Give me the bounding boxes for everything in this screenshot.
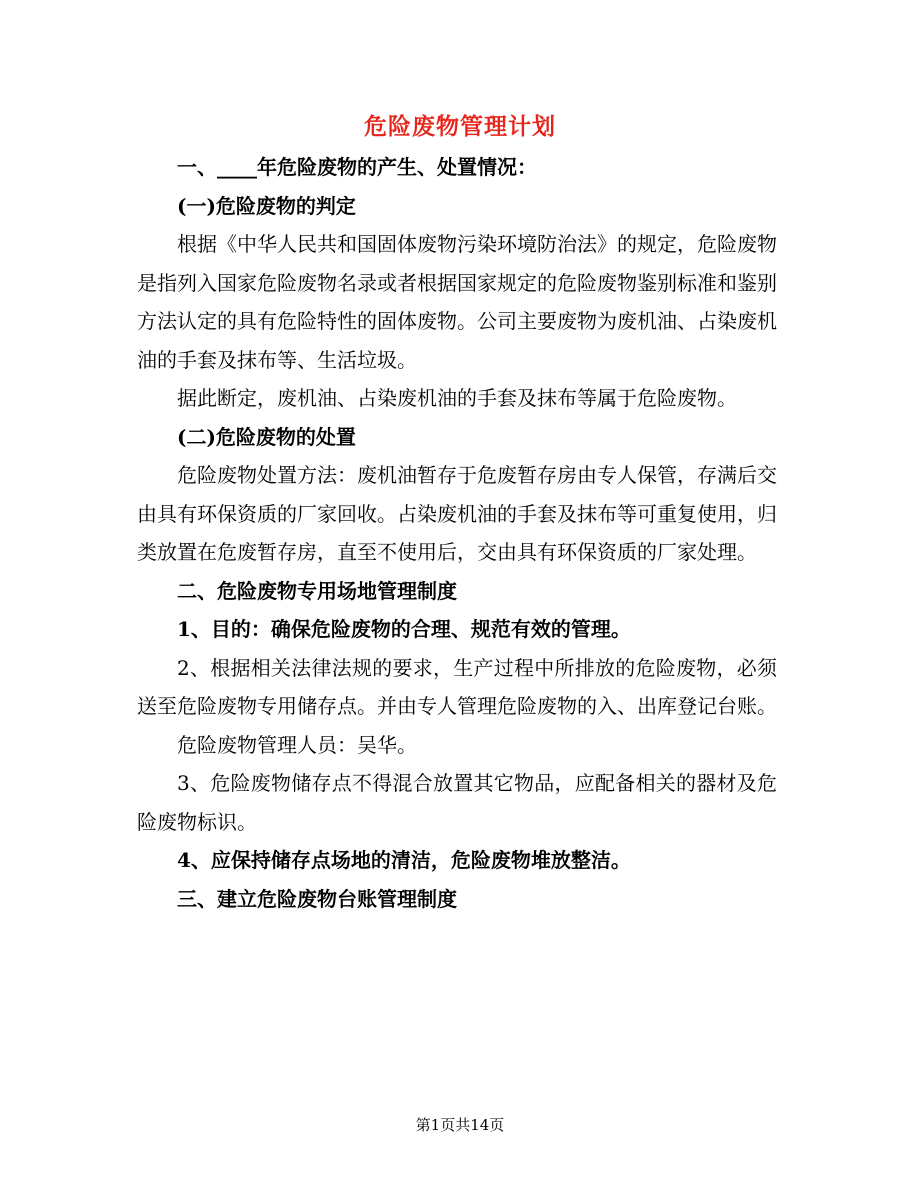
paragraph-section-1-heading: 一、____年危险废物的产生、处置情况： bbox=[177, 155, 537, 179]
document-title: 危险废物管理计划 bbox=[364, 113, 556, 140]
paragraph-definition: 根据《中华人民共和国固体废物污染环境防治法》的规定，危险废物是指列入国家危险废物名录或者根据国家规定的危险废物鉴别标准和鉴别方法认定的具有危险特性的固体废物。公司主要废物为废机油、占染废机油的手套及抹布等、生活垃圾。 bbox=[137, 232, 777, 372]
paragraph-disposal-method: 危险废物处置方法：废机油暂存于危废暂存房由专人保管，存满后交由具有环保资质的厂家回收。占染废机油的手套及抹布等可重复使用，归类放置在危废暂存房，直至不使用后，交由具有环保资质的厂家处理。 bbox=[137, 463, 777, 564]
paragraph-item-4: 4、应保持储存点场地的清洁，危险废物堆放整洁。 bbox=[177, 848, 631, 872]
paragraph-conclusion: 据此断定，废机油、占染废机油的手套及抹布等属于危险废物。 bbox=[177, 386, 737, 410]
paragraph-section-3-heading: 三、建立危险废物台账管理制度 bbox=[177, 886, 457, 911]
paragraph-item-1: 1、目的：确保危险废物的合理、规范有效的管理。 bbox=[177, 617, 631, 641]
page-number-footer: 第1页共14页 bbox=[415, 1116, 505, 1134]
paragraph-item-3: 3、危险废物储存点不得混合放置其它物品，应配备相关的器材及危险废物标识。 bbox=[137, 771, 777, 834]
paragraph-section-2-heading: 二、危险废物专用场地管理制度 bbox=[177, 578, 457, 603]
paragraph-manager: 危险废物管理人员：吴华。 bbox=[177, 732, 417, 757]
paragraph-subsection-2-heading: (二)危险废物的处置 bbox=[177, 424, 356, 449]
paragraph-item-2: 2、根据相关法律法规的要求，生产过程中所排放的危险废物，必须送至危险废物专用储存点。并由专人管理危险废物的入、出库登记台账。 bbox=[137, 655, 777, 718]
paragraph-subsection-1-heading: (一)危险废物的判定 bbox=[177, 193, 356, 218]
document-body bbox=[137, 148, 777, 918]
